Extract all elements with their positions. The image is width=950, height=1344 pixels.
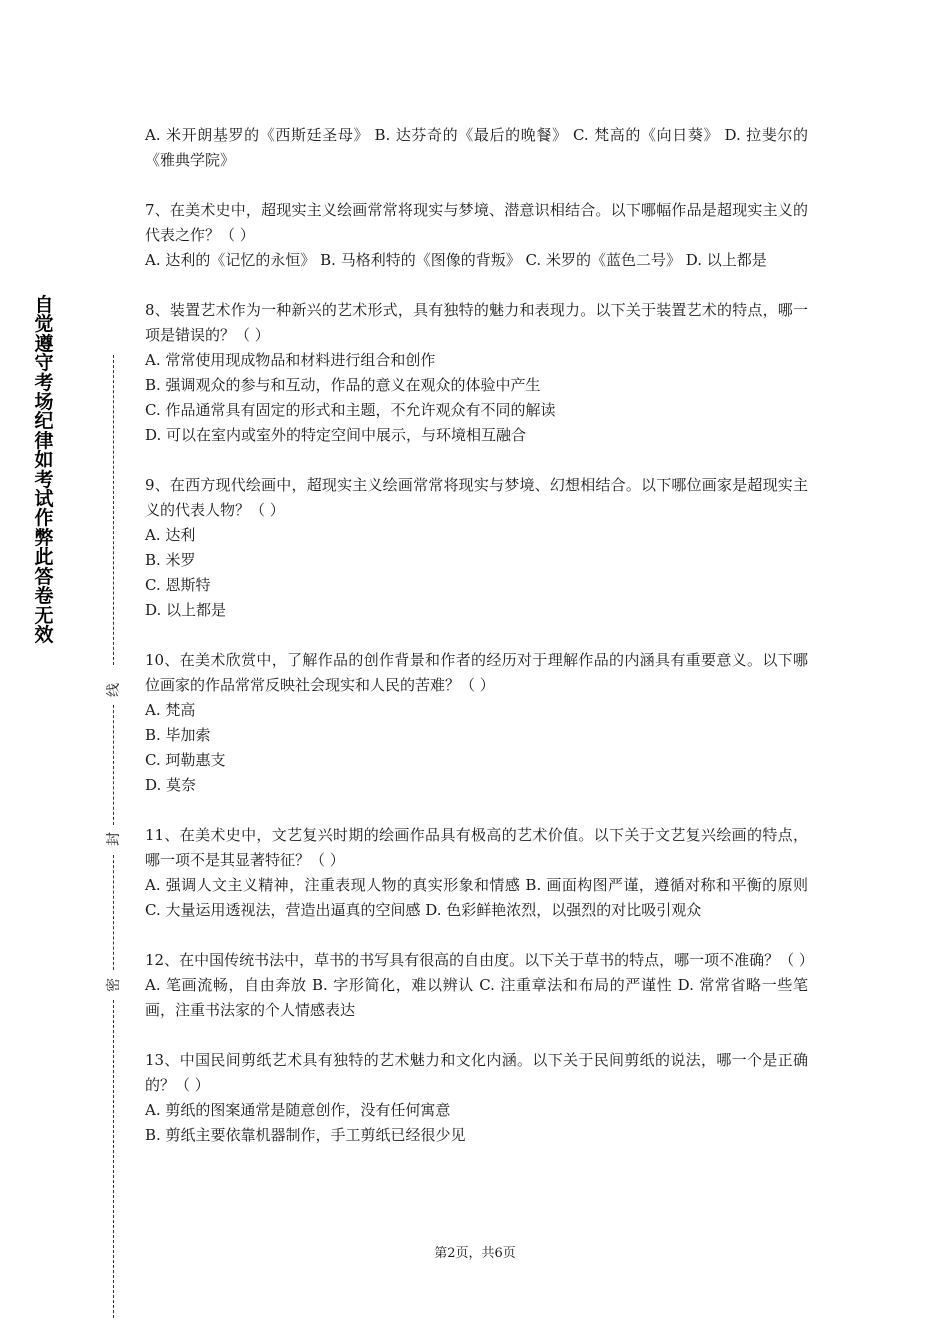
question-8	[145, 298, 808, 448]
binding-cut-line	[113, 1000, 114, 1318]
option-d: D. 可以在室内或室外的特定空间中展示，与环境相互融合	[145, 426, 527, 444]
option-b: B. 强调观众的参与和互动，作品的意义在观众的体验中产生	[145, 376, 541, 394]
question-stem: 8、装置艺术作为一种新兴的艺术形式，具有独特的魅力和表现力。以下关于装置艺术的特点，哪一项是错误的？（ ）	[145, 301, 808, 344]
exam-content	[145, 123, 814, 1173]
question-7	[145, 198, 808, 273]
question-13	[145, 1048, 808, 1148]
options-inline: A. 达利的《记忆的永恒》 B. 马格利特的《图像的背叛》 C. 米罗的《蓝色二号》 D. 以上都是	[145, 251, 767, 269]
question-9	[145, 473, 808, 623]
question-stem: 13、中国民间剪纸艺术具有独特的艺术魅力和文化内涵。以下关于民间剪纸的说法，哪一个是正确的？（ ）	[145, 1051, 808, 1094]
question-stem: 7、在美术史中，超现实主义绘画常常将现实与梦境、潜意识相结合。以下哪幅作品是超现实主义的代表之作？（ ）	[145, 201, 808, 244]
options-inline: A. 强调人文主义精神，注重表现人物的真实形象和情感 B. 画面构图严谨，遵循对称和平衡的原则 C. 大量运用透视法，营造出逼真的空间感 D. 色彩鲜艳浓烈，以强烈的对比吸引观众	[145, 876, 808, 919]
binding-cut-line	[113, 855, 114, 970]
option-d: D. 莫奈	[145, 776, 197, 794]
options-inline: A. 米开朗基罗的《西斯廷圣母》 B. 达芬奇的《最后的晚餐》 C. 梵高的《向日葵》 D. 拉斐尔的《雅典学院》	[145, 126, 808, 169]
question-6-options	[145, 123, 808, 173]
option-c: C. 作品通常具有固定的形式和主题，不允许观众有不同的解读	[145, 401, 556, 419]
binding-cut-line	[113, 355, 114, 665]
option-c: C. 珂勒惠支	[145, 751, 226, 769]
binding-label-xian: 线	[107, 679, 121, 701]
option-a: A. 达利	[145, 526, 196, 544]
option-a: A. 梵高	[145, 701, 196, 719]
binding-cut-line	[113, 705, 114, 825]
option-b: B. 毕加索	[145, 726, 211, 744]
option-b: B. 米罗	[145, 551, 196, 569]
options-inline: A. 笔画流畅，自由奔放 B. 字形简化，难以辨认 C. 注重章法和布局的严谨性 D. 常常省略一些笔画，注重书法家的个人情感表达	[145, 976, 808, 1019]
binding-label-mi: 密	[107, 974, 121, 996]
question-11	[145, 823, 808, 923]
side-warning-text: 自觉遵守考场纪律如考试作弊此答卷无效	[34, 294, 54, 646]
option-a: A. 剪纸的图案通常是随意创作，没有任何寓意	[145, 1101, 451, 1119]
question-stem: 9、在西方现代绘画中，超现实主义绘画常常将现实与梦境、幻想相结合。以下哪位画家是超现实主义的代表人物？（ ）	[145, 476, 808, 519]
question-stem: 10、在美术欣赏中，了解作品的创作背景和作者的经历对于理解作品的内涵具有重要意义。以下哪位画家的作品常常反映社会现实和人民的苦难？（ ）	[145, 651, 808, 694]
question-stem: 11、在美术史中，文艺复兴时期的绘画作品具有极高的艺术价值。以下关于文艺复兴绘画的特点，哪一项不是其显著特征？（ ）	[145, 826, 808, 869]
option-b: B. 剪纸主要依靠机器制作，手工剪纸已经很少见	[145, 1126, 466, 1144]
question-10	[145, 648, 808, 798]
option-c: C. 恩斯特	[145, 576, 211, 594]
page-footer: 第2页，共6页	[434, 1246, 516, 1261]
binding-label-feng: 封	[107, 828, 121, 850]
question-stem: 12、在中国传统书法中，草书的书写具有很高的自由度。以下关于草书的特点，哪一项不准确？（ ）	[145, 951, 814, 969]
question-12	[145, 948, 814, 1023]
option-d: D. 以上都是	[145, 601, 227, 619]
option-a: A. 常常使用现成物品和材料进行组合和创作	[145, 351, 436, 369]
